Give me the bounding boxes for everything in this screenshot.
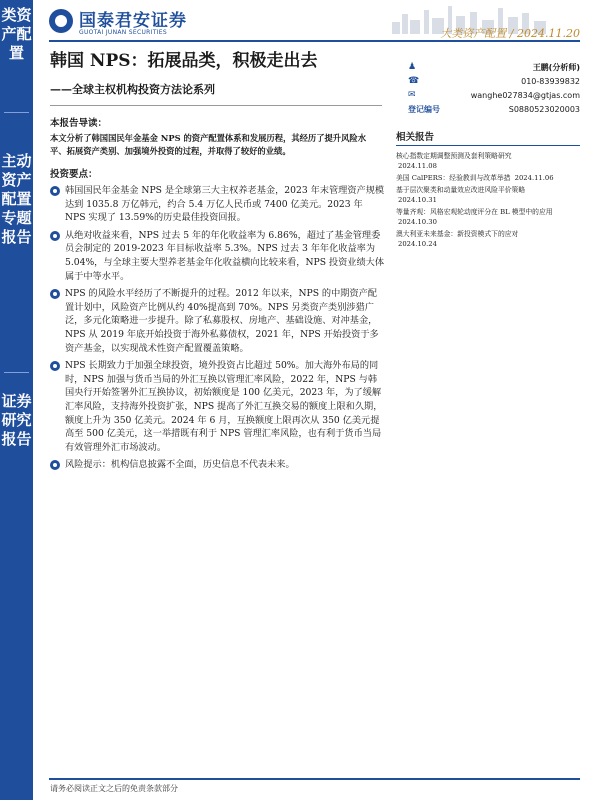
related-date: 2024.11.06: [514, 174, 554, 182]
sidebar-research-label: 证券研究报告: [1, 392, 32, 448]
related-date: 2024.10.30: [398, 218, 437, 226]
user-icon: ♟: [408, 62, 417, 72]
bullet-icon: [50, 289, 60, 299]
category-date: 大类资产配置 / 2024.11.20: [440, 27, 580, 40]
title-divider: [50, 105, 382, 106]
list-item: [50, 458, 385, 472]
related-reports: [396, 129, 580, 251]
related-report-item[interactable]: [396, 207, 580, 227]
key-points-heading: 投资要点：: [50, 169, 98, 180]
sidebar-divider: [4, 112, 29, 113]
key-point-text: NPS 长期致力于加强全球投资，境外投资占比超过 50%。加大海外布局的同时，NPS 加强与货币当局的外汇互换以管理汇率风险，2022 年，NPS 与韩国央行开始签署外汇互换协议，初始额度是 100 亿美元，2023 年，为了缓解汇率风险，支持海外投资扩张，NPS 提高了外汇互换交易的额度上限和久期，额度上升为 350 亿美元。2024 年 6 月，互换额度上限再次从 350 亿美元提高至 500 亿美元，这一举措既有利于 NPS 管理汇率风险，也有利于货币当局有效管理外汇市场波动。: [65, 360, 383, 453]
sidebar-report-type-label: 主动资产配置专题报告: [1, 152, 32, 246]
phone-icon: ☎: [408, 76, 420, 86]
left-sidebar: [0, 0, 33, 800]
list-item: [50, 287, 385, 355]
sidebar-divider: [4, 372, 29, 373]
analyst-phone: 010-83939832: [521, 76, 580, 86]
key-point-text: 从绝对收益来看，NPS 过去 5 年的年化收益率为 6.86%，超过了基金管理委员会制定的 2019-2023 年目标收益率 5.3%。NPS 过去 3 年年化收益率为 5.04%，与全球主要大型养老基金年化收益横向比较来看，NPS 投资业绩大体属于中等水平。: [65, 229, 385, 282]
bullet-icon: [50, 186, 60, 196]
brand-name-en: GUOTAI JUNAN SECURITIES: [79, 29, 167, 36]
bullet-icon: [50, 361, 60, 371]
mail-icon: ✉: [408, 90, 416, 100]
guide-text: 本文分析了韩国国民年金基金 NPS 的资产配置体系和发展历程，其经历了提升风险水平、拓展资产类别、加强境外投资的过程，并取得了较好的业绩。: [50, 133, 366, 156]
analyst-reg-row: [408, 102, 580, 116]
related-heading: 相关报告: [396, 129, 580, 146]
analyst-email-row: [408, 88, 580, 102]
brand-logo: [49, 6, 187, 36]
analyst-name: 王鹏(分析师): [532, 62, 580, 72]
related-title[interactable]: 等量齐观：风格宏观轮动度评分在 BL 模型中的应用: [396, 208, 553, 216]
key-point-text: 风险提示：机构信息披露不全面，历史信息不代表未来。: [65, 459, 295, 471]
reg-number: S0880523020003: [508, 104, 580, 114]
reg-label: 登记编号: [408, 104, 440, 114]
bullet-icon: [50, 231, 60, 241]
key-point-text: NPS 的风险水平经历了不断提升的过程。2012 年以来，NPS 的中期资产配置计划中，风险资产比例从约 40%提高到 70%。NPS 另类资产类别涉猎广泛，多元化策略进一步提升。除了私募股权、房地产、基础设施、对冲基金，NPS 从 2019 年底开始投资于海外私募债权，2021 年，NPS 开始投资于多资产基金，以实现战术性资产配置覆盖策略。: [65, 288, 379, 354]
analyst-info: [408, 60, 580, 116]
footer-divider: [49, 778, 580, 780]
sidebar-category-label: 类资产配置: [1, 6, 32, 62]
key-points-list: [50, 184, 385, 476]
list-item: [50, 229, 385, 283]
related-title[interactable]: 澳大利亚未来基金：新投资模式下的应对: [396, 230, 519, 238]
list-item: [50, 184, 385, 225]
related-date: 2024.11.08: [398, 162, 437, 170]
report-subtitle: ——全球主权机构投资方法论系列: [50, 83, 215, 96]
related-title[interactable]: 基于层次聚类和动量效应改进风险平价策略: [396, 186, 526, 194]
report-title: 韩国 NPS：拓展品类，积极走出去: [50, 51, 318, 71]
related-report-item[interactable]: [396, 173, 580, 183]
related-report-item[interactable]: [396, 185, 580, 205]
related-date: 2024.10.24: [398, 240, 437, 248]
key-point-text: 韩国国民年金基金 NPS 是全球第三大主权养老基金，2023 年末管理资产规模达到 1035.8 万亿韩元，约合 5.4 万亿人民币或 7400 亿美元。2023 年 NPS 实现了 13.59%的历史最佳投资回报。: [65, 185, 385, 224]
related-title[interactable]: 核心指数定期调整预测及套利策略研究: [396, 152, 512, 160]
related-report-item[interactable]: [396, 229, 580, 249]
brand-logo-icon: [49, 9, 73, 33]
analyst-name-row: [408, 60, 580, 74]
header-divider: [49, 40, 580, 42]
guide-heading: 本报告导读：: [50, 118, 108, 129]
list-item: [50, 359, 385, 454]
footer-disclaimer: 请务必阅读正文之后的免责条款部分: [50, 784, 178, 793]
related-date: 2024.10.31: [398, 196, 437, 204]
related-report-item[interactable]: [396, 151, 580, 171]
brand-name-cn: 国泰君安证券: [79, 11, 187, 31]
related-title[interactable]: 美国 CalPERS：经验教训与改革举措: [396, 174, 511, 182]
analyst-phone-row: [408, 74, 580, 88]
analyst-email[interactable]: wanghe027834@gtjas.com: [470, 90, 580, 100]
bullet-icon: [50, 460, 60, 470]
